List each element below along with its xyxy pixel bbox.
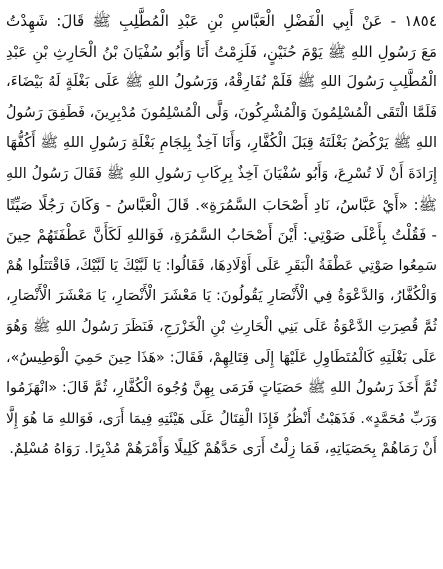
text-line-1: ١٨٥٤ - عَنْ أَبِي الْفَضْلِ الْعَبَّاسِ بْنِ عَبْدِ الْمُطَّلِبِ ﷺ قَالَ: شَهِدْتُ [6, 12, 437, 30]
text-line-2: مَعَ رَسُولِ اللهِ ﷺ يَوْمَ حُنَيْنٍ، فَلَزِمْتُ أَنَا وَأَبُو سُفْيَانَ بْنُ الْحَارِثِ بْنِ عَبْدِ [6, 42, 437, 61]
text-line-14: وَرَبِّ مُحَمَّدٍ». فَذَهَبْتُ أَنْظُرُ فَإِذَا الْقِتَالُ عَلَى هَيْئَتِهِ فِيمَا أَرَى، فَوَاللهِ مَا هُوَ إِلَّا [6, 410, 437, 427]
text-line-9: سَمِعُوا صَوْتِي عَطْفَةُ الْبَقَرِ عَلَى أَوْلَادِهَا، فَقَالُوا: يَا لَبَّيْكَ يَا لَبَّيْكَ، فَاقْتَتَلُوا هُمْ [6, 257, 437, 274]
text-line-11: ثُمَّ قُصِرَتِ الدَّعْوَةُ عَلَى بَنِي الْحَارِثِ بْنِ الْخَزْرَجِ، فَنَظَرَ رَسُولُ اللهِ ﷺ وَهُوَ [6, 318, 437, 335]
text-line-12: عَلَى بَغْلَتِهِ كَالْمُتَطَاوِلِ عَلَيْهَا إِلَى قِتَالِهِمْ، فَقَالَ: «هَذَا حِينَ حَمِيَ الْوَطِيسُ»، [6, 349, 437, 366]
text-line-15: أَنْ رَمَاهُمْ بِحَصَيَاتِهِ، فَمَا زِلْتُ أَرَى حَدَّهُمْ كَلِيلًا وَأَمْرَهُمْ مُدْبِرًا. رَوَاهُ مُسْلِمٌ. [9, 440, 437, 458]
text-line-6: إِرَادَةَ أَنْ لَا تُسْرِعَ، وَأَبُو سُفْيَانَ آخِذٌ بِرِكَابِ رَسُولِ اللهِ ﷺ فَقَالَ رَسُولُ اللهِ [6, 165, 437, 182]
text-line-5: اللهِ ﷺ يَرْكُضُ بَغْلَتَهُ قِبَلَ الْكُفَّارِ، وَأَنَا آخِذٌ بِلِجَامِ بَغْلَةِ رَسُولِ اللهِ ﷺ أَكُفُّهَا [6, 134, 437, 152]
text-line-7: ﷺ: «أَيْ عَبَّاسُ، نَادِ أَصْحَابَ السَّمُرَةِ». قَالَ الْعَبَّاسُ - وَكَانَ رَجُلًا صَيِّتًا [6, 195, 437, 214]
text-line-13: ثُمَّ أَخَذَ رَسُولُ اللهِ ﷺ حَصَيَاتٍ فَرَمَى بِهِنَّ وُجُوهَ الْكُفَّارِ، ثُمَّ قَالَ: «انْهَزَمُوا [6, 379, 437, 397]
text-line-4: فَلَمَّا الْتَقَى الْمُسْلِمُونَ وَالْمُشْرِكُونَ، وَلَّى الْمُسْلِمُونَ مُدْبِرِينَ، فَطَفِقَ رَسُولُ [6, 104, 437, 121]
text-line-8: - فَقُلْتُ بِأَعْلَى صَوْتِي: أَيْنَ أَصْحَابُ السَّمُرَةِ، فَوَاللهِ لَكَأَنَّ عَطْفَتَهُمْ حِينَ [6, 226, 437, 245]
text-line-10: وَالْكُفَّارُ، وَالدَّعْوَةُ فِي الْأَنْصَارِ يَقُولُونَ: يَا مَعْشَرَ الْأَنْصَارِ، يَا مَعْشَرَ الْأَنْصَارِ، [6, 287, 437, 305]
text-line-3: الْمُطَّلِبِ رَسُولَ اللهِ ﷺ فَلَمْ نُفَارِقْهُ، وَرَسُولُ اللهِ ﷺ عَلَى بَغْلَةٍ لَهُ بَيْضَاءَ، [6, 73, 437, 91]
